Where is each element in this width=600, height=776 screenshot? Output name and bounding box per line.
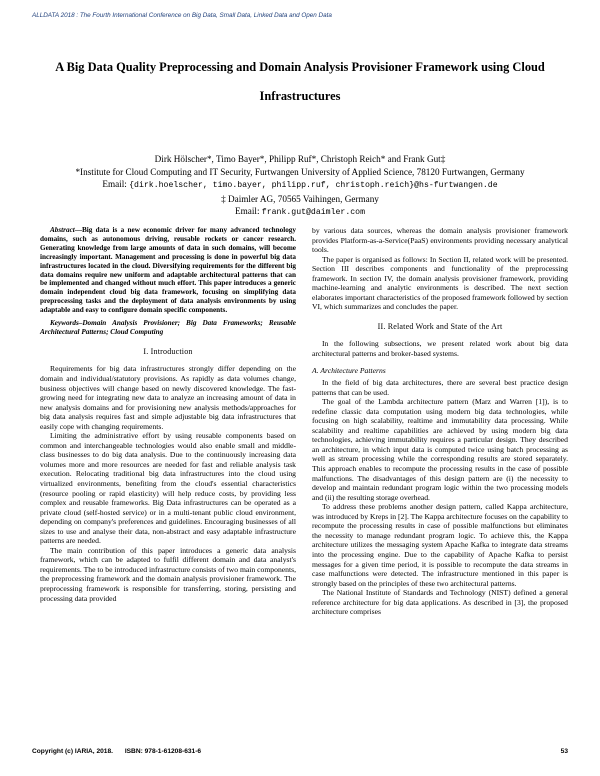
right-paragraph-3: In the following subsections, we present related work about big data architectural patterns and broker-based systems.	[312, 339, 568, 359]
abstract-label: Abstract	[50, 226, 75, 234]
copyright: Copyright (c) IARIA, 2018.	[32, 748, 113, 755]
right-paragraph-5: The goal of the Lambda architecture pattern (Marz and Warren [1]), is to redefine classic data computation using modern big data technologies, while focusing on high scalability, realtime and immutability data processing. While scalability and realtime capabilities are achieved by using modern big data technologies, achieving immutability requires a particular design. They described an architecture, in which input data is computed twice using batch processing as well as stream processing while the corresponding results are stored separately. This approach enables to recompute the processing results in the case of possible malfunctions. The disadvantages of this design pattern are (i) the necessity to develop and maintain redundant program logic within the two processing models and (ii) the resulting storage overhead.	[312, 397, 568, 502]
affiliation-1: *Institute for Cloud Computing and IT Security, Furtwangen University of Applied Science, 78120 Furtwangen, Germany	[75, 166, 525, 177]
author-block	[40, 153, 560, 220]
intro-paragraph-3: The main contribution of this paper introduces a generic data analysis framework, which can be adapted to fulfil different domain and data analyst's requirements. The to be introduced infrastructure consists of two main components, the preprocessing framework and the domain analysis provisioner framework. The preprocessing framework is responsible for transferring, storing, persisting and processing data provided	[40, 545, 296, 603]
paper-title: A Big Data Quality Preprocessing and Domain Analysis Provisioner Framework using Cloud Infrastructures	[55, 60, 545, 103]
author-names: Dirk Hölscher*, Timo Bayer*, Philipp Ruf*, Christoph Reich* and Frank Gut‡	[154, 154, 446, 164]
affiliation-2: ‡ Daimler AG, 70565 Vaihingen, Germany	[221, 193, 379, 204]
page-number: 53	[560, 748, 568, 755]
email-line-2	[40, 205, 560, 220]
email-address-1[interactable]: {dirk.hoelscher, timo.bayer, philipp.ruf, christoph.reich}@hs-furtwangen.de	[129, 181, 498, 190]
email-label: Email:	[102, 179, 130, 189]
keywords: Keywords–Domain Analysis Provisioner; Big Data Frameworks; Reusable Architectural Patterns; Cloud Computing	[40, 319, 296, 336]
right-paragraph-4: In the field of big data architectures, there are several best practice design patterns that can be used.	[312, 378, 568, 397]
left-column	[40, 226, 296, 603]
right-paragraph-7: The National Institute of Standards and Technology (NIST) defined a general reference architecture for big data applications. As described in [3], the proposed architecture comprises	[312, 588, 568, 617]
abstract	[40, 226, 296, 315]
subsection-heading-architecture-patterns: A. Architecture Patterns	[312, 365, 386, 375]
running-head: ALLDATA 2018 : The Fourth International Conference on Big Data, Small Data, Linked Data and Open Data	[32, 12, 332, 19]
right-column	[312, 226, 568, 617]
email-address-2[interactable]: frank.gut@daimler.com	[261, 208, 365, 217]
email-label: Email:	[235, 206, 262, 216]
right-paragraph-2: The paper is organised as follows: In Section II, related work will be presented. Section III describes components and functionality of the preprocessing framework. In section IV, the domain analysis provisioner framework, providing machine-learning and analytic environments is described. The next section elaborates important characteristics of the proposed framework followed by section VI, which summarizes and concludes the paper.	[312, 254, 568, 312]
right-paragraph-6: To address these problems another design pattern, called Kappa architecture, was introduced by Kreps in [2]. The Kappa architecture focuses on the capability to recompute the processing results in case of possible malfunctions but eliminates the necessity to manage redundant program logic. To achieve this, the Kappa architecture utilizes the messaging system Apache Kafka to integrate data streams into the processing engine. Due to the capability of Apache Kafka to persist messages for a given time period, it is possible to recompute the data streams in case malfunctions were detected. The infrastructure mentioned in this paper is strongly based on the principles of these two architectural patterns.	[312, 502, 568, 588]
intro-paragraph-1: Requirements for big data infrastructures strongly differ depending on the domain and individual/statutory provisions. As rapidly as data volumes change, business objectives will change based on newly discovered knowledge. The fast-growing need for integrating new data to analyze an increasing amount of data in new analysis domains and for provisioning new analysis methods/approaches for big data analysis requires fast and simple adjustable big data infrastructures that easily cope with changing requirements.	[40, 364, 296, 431]
right-paragraph-1: by various data sources, whereas the domain analysis provisioner framework provides Platform-as-a-Service(PaaS) environments providing necessary analytical tools.	[312, 226, 568, 255]
intro-paragraph-2: Limiting the administrative effort by using reusable components based on common and interchangeable technologies would also enable small and middle-class businesses to do big data analysis. Due to the continuously increasing data volumes more and more resources are needed for fast and reliable analysis task execution. Relocating traditional big data infrastructures into the cloud using virtualized environments, benefiting from the cloud's essential characteristics (resource pooling or rapid elasticity) will help reduce costs, by providing less complex and reusable frameworks. Big Data infrastructures can be operated as a private cloud (self-hosted service) or in a multi-tenant public cloud environment, depending on company's preferences and guidelines. Encouraging businesses of all sizes to use and analyse their data, non-abstract and easy adaptable infrastructure patterns are needed.	[40, 431, 296, 546]
isbn: ISBN: 978-1-61208-631-6	[124, 748, 202, 755]
page-footer	[32, 748, 568, 755]
email-line-1	[40, 178, 560, 193]
section-heading-related-work: II. Related Work and State of the Art	[377, 321, 503, 331]
footer-left	[32, 748, 211, 755]
section-heading-introduction: I. Introduction	[143, 346, 193, 356]
abstract-text: —Big data is a new economic driver for many advanced technology domains, such as autonomous driving, reusable rockets or cancer research. Generating knowledge from large amounts of data in such domains, will become increasingly important. Management and processing is done in powerful big data infrastructures located in the cloud. Diversifying requirements for the different big data domains require new uniform and adaptable architectural patterns that can be implemented and changed without much effort. This paper introduces a generic domain independent cloud big data framework, focusing on simplifying data preprocessing tasks and the deployment of data analysis environments by using adaptable and easy to configure domain specific components.	[40, 226, 296, 315]
